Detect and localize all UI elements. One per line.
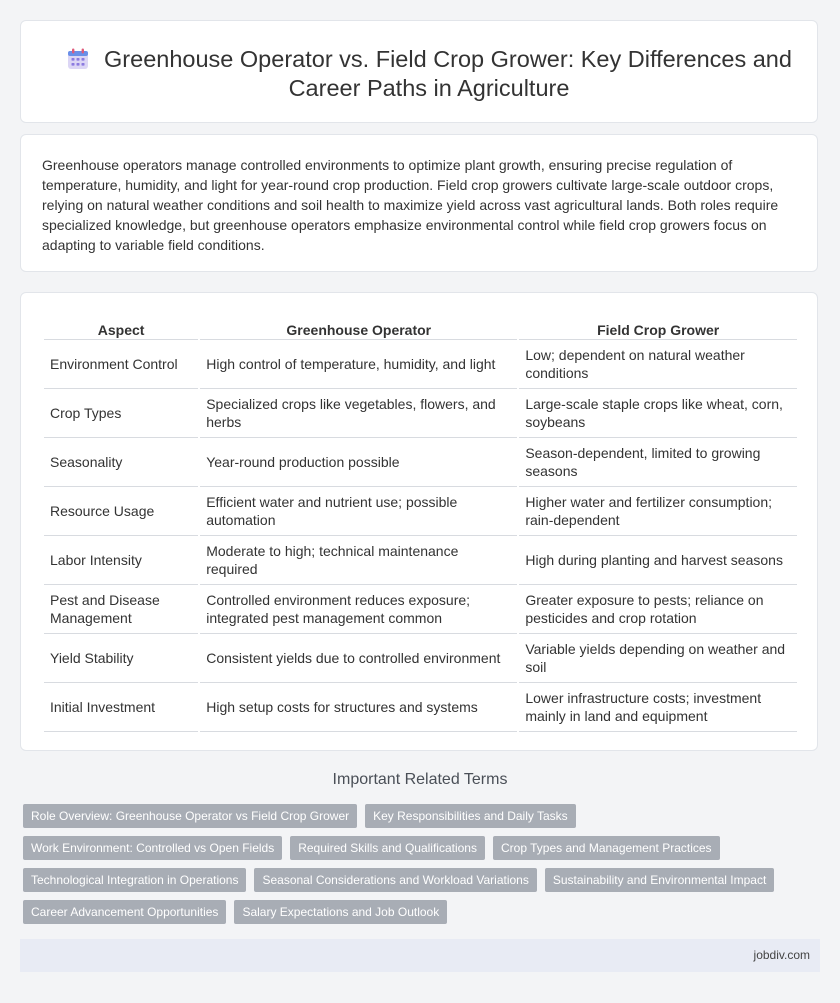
footer-site-link[interactable]: jobdiv.com — [753, 948, 810, 962]
greenhouse-cell: Efficient water and nutrient use; possible automation — [200, 487, 517, 536]
page-title-wrap — [61, 45, 797, 103]
related-term-tag[interactable]: Crop Types and Management Practices — [493, 836, 720, 860]
table-header-row — [44, 312, 797, 340]
footer-bar — [20, 939, 820, 972]
table-row — [44, 536, 797, 585]
greenhouse-cell: High setup costs for structures and systems — [200, 683, 517, 732]
field-crop-cell: Greater exposure to pests; reliance on pesticides and crop rotation — [519, 585, 797, 634]
header-field-crop-grower: Field Crop Grower — [519, 312, 797, 340]
related-term-tag[interactable]: Career Advancement Opportunities — [23, 900, 226, 924]
greenhouse-cell: Controlled environment reduces exposure; integrated pest management common — [200, 585, 517, 634]
related-term-tag[interactable]: Sustainability and Environmental Impact — [545, 868, 774, 892]
header-aspect: Aspect — [44, 312, 198, 340]
related-term-tag[interactable]: Required Skills and Qualifications — [290, 836, 485, 860]
tag-row — [23, 868, 783, 892]
page-title: Greenhouse Operator vs. Field Crop Grower: Key Differences and Career Paths in Agriculture — [104, 46, 792, 101]
table-row — [44, 389, 797, 438]
related-term-tag[interactable]: Work Environment: Controlled vs Open Fields — [23, 836, 282, 860]
aspect-cell: Initial Investment — [44, 683, 198, 732]
related-term-tag[interactable]: Seasonal Considerations and Workload Variations — [254, 868, 536, 892]
aspect-cell: Environment Control — [44, 340, 198, 389]
aspect-cell: Pest and Disease Management — [44, 585, 198, 634]
aspect-cell: Labor Intensity — [44, 536, 198, 585]
aspect-cell: Crop Types — [44, 389, 198, 438]
field-crop-cell: Season-dependent, limited to growing seasons — [519, 438, 797, 487]
field-crop-cell: Large-scale staple crops like wheat, corn, soybeans — [519, 389, 797, 438]
intro-card — [20, 134, 818, 272]
intro-paragraph: Greenhouse operators manage controlled environments to optimize plant growth, ensuring precise regulation of temperature, humidity, and light for year-round crop production. Field crop growers cultivate large-scale outdoor crops, relying on natural weather conditions and soil health to maximize yield across vast agricultural lands. Both roles require specialized knowledge, but greenhouse operators emphasize environmental control while field crop growers focus on adapting to variable field conditions. — [42, 157, 779, 253]
related-term-tag[interactable]: Role Overview: Greenhouse Operator vs Field Crop Grower — [23, 804, 357, 828]
aspect-cell: Yield Stability — [44, 634, 198, 683]
comparison-card — [20, 292, 818, 751]
greenhouse-cell: Specialized crops like vegetables, flowers, and herbs — [200, 389, 517, 438]
related-term-tag[interactable]: Key Responsibilities and Daily Tasks — [365, 804, 576, 828]
field-crop-cell: Lower infrastructure costs; investment mainly in land and equipment — [519, 683, 797, 732]
table-row — [44, 585, 797, 634]
table-row — [44, 438, 797, 487]
greenhouse-cell: Consistent yields due to controlled environment — [200, 634, 517, 683]
field-crop-cell: Variable yields depending on weather and soil — [519, 634, 797, 683]
field-crop-cell: Higher water and fertilizer consumption; rain-dependent — [519, 487, 797, 536]
greenhouse-cell: Year-round production possible — [200, 438, 517, 487]
related-term-tag[interactable]: Salary Expectations and Job Outlook — [234, 900, 447, 924]
aspect-cell: Resource Usage — [44, 487, 198, 536]
tag-row — [23, 836, 783, 860]
field-crop-cell: High during planting and harvest seasons — [519, 536, 797, 585]
greenhouse-cell: Moderate to high; technical maintenance required — [200, 536, 517, 585]
table-row — [44, 683, 797, 732]
related-terms-heading: Important Related Terms — [332, 771, 508, 788]
field-crop-cell: Low; dependent on natural weather conditions — [519, 340, 797, 389]
tag-row — [23, 900, 783, 924]
table-row — [44, 634, 797, 683]
aspect-cell: Seasonality — [44, 438, 198, 487]
related-terms-list — [23, 804, 783, 932]
table-row — [44, 487, 797, 536]
calendar-icon — [66, 47, 90, 71]
greenhouse-cell: High control of temperature, humidity, and light — [200, 340, 517, 389]
related-term-tag[interactable]: Technological Integration in Operations — [23, 868, 246, 892]
header-greenhouse-operator: Greenhouse Operator — [200, 312, 517, 340]
tag-row — [23, 804, 783, 828]
table-row — [44, 340, 797, 389]
title-card — [20, 20, 818, 123]
comparison-table — [42, 312, 799, 732]
